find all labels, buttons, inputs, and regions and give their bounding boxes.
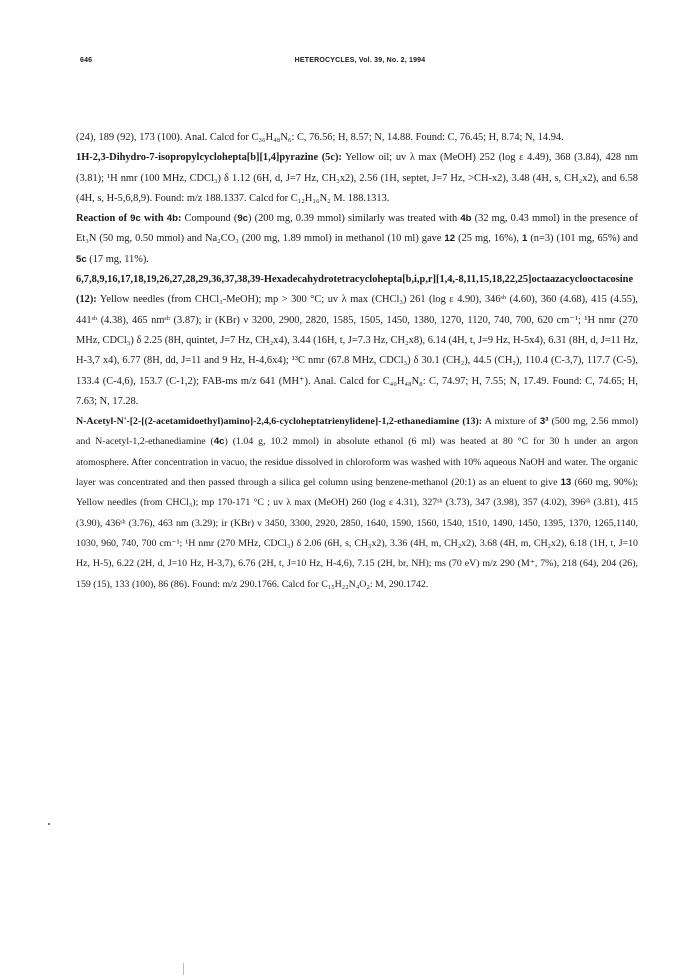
compound-13-text-a: A mixture of: [482, 416, 540, 428]
compound-number-1-ref: 1: [521, 233, 528, 245]
compound-13-text-c: ) (1.04 g, 10.2 mmol) in absolute ethanol (6 ml) was heated at 80 °C for 30 h under an argon atomosphere. After concentration in vacuo, the residue dissolved in chloroform was washed with 10% aqueous NaOH and water. The organic layer was concentrated and then passed through a silica gel column using benzene-methanol (20:1) as an eluent to give: [76, 436, 638, 489]
paragraph-compound-5c: [76, 148, 638, 209]
paragraph-reaction-9c-4b: [76, 209, 638, 270]
reaction-text-b: ) (200 mg, 0.39 mmol) similarly was treated with: [248, 213, 461, 225]
compound-number-9c: 9c: [130, 213, 141, 225]
reaction-heading-prefix: Reaction of: [76, 213, 131, 225]
compound-number-13-ref: 13: [560, 477, 572, 489]
scan-speck: [48, 823, 50, 825]
compound-number-9c-ref: 9c: [237, 213, 249, 225]
reaction-heading-colon: :: [177, 213, 182, 225]
reaction-text-f: (17 mg, 11%).: [86, 253, 149, 265]
compound-number-3-ref: 3³: [539, 416, 549, 428]
paragraph-compound-12: [76, 270, 638, 412]
compound-number-4b-ref: 4b: [460, 213, 472, 225]
compound-number-12-ref: 12: [444, 233, 456, 245]
reaction-heading-with: with: [140, 213, 167, 225]
analysis-text: (24), 189 (92), 173 (100). Anal. Calcd for C₃₆H₄₈N₆: C, 76.56; H, 8.57; N, 14.88. Found: C, 76.45; H, 8.74; N, 14.94.: [76, 132, 564, 143]
journal-title: HETEROCYCLES, Vol. 39, No. 2, 1994: [294, 57, 426, 64]
compound-5c-data: Yellow oil; uv λ max (MeOH) 252 (log ε 4.49), 368 (3.84), 428 nm (3.81); ¹H nmr (100 MHz, CDCl₃) δ 1.12 (6H, d, J=7 Hz, CH₃x2), 2.56 (1H, septet, J=7 Hz, >CH-x2), 3.48 (4H, s, CH₂x2), and 6.58 (4H, s, H-5,6,8,9). Found: m/z 188.1337. Calcd for C₁₂H₁₆N₂ M. 188.1313.: [76, 152, 639, 204]
compound-number-5c-ref: 5c: [76, 253, 87, 265]
compound-12-data: Yellow needles (from CHCl₃-MeOH); mp > 300 °C; uv λ max (CHCl₃) 261 (log ε 4.90), 346ˢʰ (4.60), 360 (4.68), 415 (4.55), 441ˢʰ (4.38), 465 nmˢʰ (3.87); ir (KBr) ν 3200, 2900, 2820, 1585, 1505, 1450, 1380, 1270, 1120, 740, 700, 620 cm⁻¹; ¹H nmr (270 MHz, CDCl₃) δ 2.25 (8H, quintet, J=7 Hz, CH₂x4), 3.44 (16H, t, J=7.3 Hz, CH₂x8), 6.14 (4H, t, J=9 Hz, H-5x4), 6.31 (8H, d, J=11 Hz, H-3,7 x4), 6.77 (8H, dd, J=11 and 9 Hz, H-4,6x4); ¹³C nmr (67.8 MHz, CDCl₃) δ 30.1 (CH₂), 44.5 (CH₂), 110.4 (C-3,7), 117.7 (C-5), 133.4 (C-4,6), 153.7 (C-1,2); FAB-ms m/z 641 (MH⁺). Anal. Calcd for C₄₀H₄₈N₈: C, 74.97; H, 7.55; N, 17.49. Found: C, 74.65; H, 7.63; N, 17.28.: [76, 294, 638, 407]
compound-13-name: N-Acetyl-N'-[2-[(2-acetamidoethyl)amino]-2,4,6-cycloheptatrienylidene]-1,2-ethanediamine (13):: [76, 416, 483, 428]
reaction-text-d: (25 mg, 16%),: [455, 233, 522, 245]
compound-13-text-b: (500 mg, 2.56 mmol) and N-acetyl-1,2-ethanediamine (: [76, 416, 638, 448]
compound-12-name: 6,7,8,9,16,17,18,19,26,27,28,29,36,37,38,39-Hexadecahydrotetracyclohepta[b,i,p,r][1,4,-8,11,15,18,22,25]octaazacyclooctacosine (12):: [76, 274, 634, 306]
compound-number-4b: 4b: [166, 213, 178, 225]
reaction-text-a: Compound (: [181, 213, 238, 225]
compound-13-text-d: (660 mg, 90%); Yellow needles (from CHCl₃); mp 170-171 °C ; uv λ max (MeOH) 260 (log ε 4.31), 327ˢʰ (3.73), 347 (3.98), 357 (4.02), 396ˢʰ (3.81), 415 (3.90), 436ˢʰ (3.76), 463 nm (3.29); ir (KBr) ν 3450, 3300, 2920, 2850, 1640, 1590, 1560, 1540, 1510, 1490, 1450, 1395, 1370, 1265,1140, 1030, 960, 740, 700 cm⁻¹; ¹H nmr (270 MHz, CDCl₃) δ 2.06 (6H, s, CH₃x2), 3.36 (4H, m, CH₂x2), 3.68 (4H, m, CH₂x2), 6.18 (1H, t, J=10 Hz, H-5), 6.22 (2H, d, J=10 Hz, H-3,7), 6.76 (2H, t, J=10 Hz, H-4,6), 7.15 (2H, br, NH); ms (70 eV) m/z 290 (M⁺, 7%), 218 (64), 204 (26), 159 (15), 133 (100), 86 (86). Found: m/z 290.1766. Calcd for C₁₅H₂₂N₄O₂: M, 290.1742.: [76, 477, 638, 590]
reaction-text-e: (n=3) (101 mg, 65%) and: [527, 233, 638, 245]
compound-number-4c-ref: 4c: [213, 436, 225, 448]
compound-5c-name: 1H-2,3-Dihydro-7-isopropylcyclohepta[b][1,4]pyrazine (5c):: [76, 152, 342, 164]
paragraph-compound-13: [76, 412, 638, 595]
reaction-text-c: (32 mg, 0.43 mmol) in the presence of Et₃N (50 mg, 0.50 mmol) and Na₂CO₃ (200 mg, 1.89 mmol) in methanol (10 ml) gave: [76, 213, 638, 245]
running-header: [80, 57, 640, 71]
scan-edge-line: [183, 963, 184, 975]
paragraph-analysis-continued: [76, 128, 638, 148]
article-body: [76, 128, 638, 595]
page-number: 646: [80, 57, 93, 64]
